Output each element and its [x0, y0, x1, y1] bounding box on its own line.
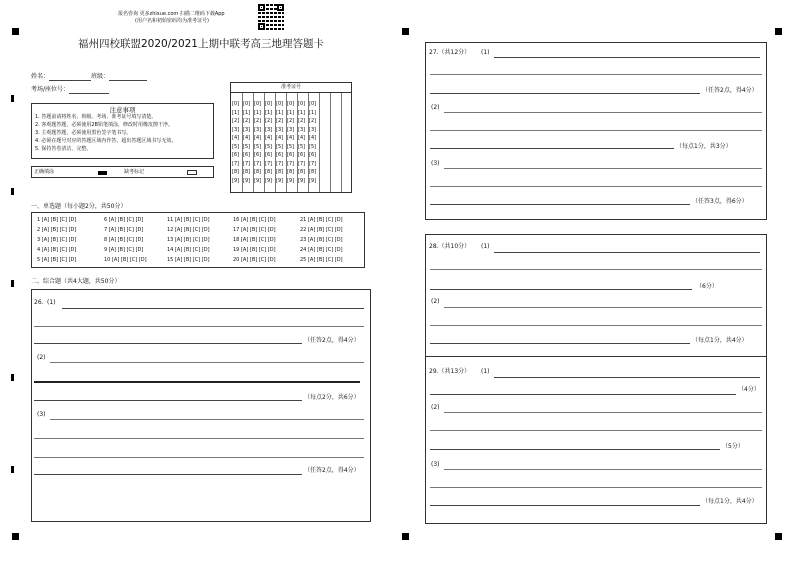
room-field[interactable]: 考场/座位号： [31, 86, 109, 94]
id-bubble[interactable]: [5] [254, 143, 262, 150]
id-bubble[interactable]: [1] [276, 109, 284, 116]
id-bubble[interactable]: [8] [298, 169, 306, 175]
mc-question[interactable]: 1 [A] [B] [C] [D] [37, 217, 77, 223]
id-bubble[interactable]: [2] [254, 118, 262, 124]
mc-question[interactable]: 7 [A] [B] [C] [D] [104, 227, 144, 233]
mc-heading: 一、单选题（每小题2分，共50分） [31, 203, 127, 210]
id-bubble[interactable]: [3] [287, 126, 295, 133]
note-item: 5. 保持答卷清洁、完整。 [35, 146, 92, 152]
id-bubble[interactable]: [1] [232, 109, 240, 116]
id-bubble[interactable]: [7] [287, 160, 295, 167]
q27-answer-box[interactable] [425, 42, 767, 220]
mc-question[interactable]: 15 [A] [B] [C] [D] [167, 257, 210, 263]
id-bubble[interactable]: [2] [243, 118, 251, 124]
timing-mark [11, 280, 14, 287]
mc-question[interactable]: 12 [A] [B] [C] [D] [167, 227, 210, 233]
mc-question[interactable]: 6 [A] [B] [C] [D] [104, 217, 144, 223]
id-bubble[interactable]: [0] [254, 101, 262, 107]
mc-question[interactable]: 20 [A] [B] [C] [D] [233, 257, 276, 263]
q27-part3-label: (3) [431, 160, 440, 167]
id-bubble[interactable]: [6] [265, 152, 273, 158]
mc-question[interactable]: 3 [A] [B] [C] [D] [37, 237, 77, 243]
q26-part2-score: （每点2分，共6分） [304, 394, 360, 401]
id-bubble[interactable]: [8] [309, 169, 317, 175]
mc-question[interactable]: 22 [A] [B] [C] [D] [300, 227, 343, 233]
q29-part3-label: (3) [431, 461, 440, 468]
id-bubble[interactable]: [9] [309, 177, 317, 184]
id-bubble[interactable]: [9] [232, 177, 240, 184]
mc-question[interactable]: 21 [A] [B] [C] [D] [300, 217, 343, 223]
id-bubble[interactable]: [3] [276, 126, 284, 133]
section-divider [426, 356, 766, 357]
registration-mark [775, 533, 782, 540]
q27-part1-label: (1) [481, 49, 490, 56]
id-bubble[interactable]: [0] [298, 101, 306, 107]
id-bubble[interactable]: [3] [232, 126, 240, 133]
q26-part3-label: (3) [37, 411, 46, 418]
id-bubble[interactable]: [8] [287, 169, 295, 175]
note-item: 4. 必须在题号对应的答题区域内作答，超出答题区域书写无效。 [35, 138, 177, 144]
mc-question[interactable]: 11 [A] [B] [C] [D] [167, 217, 210, 223]
id-bubble[interactable]: [6] [276, 152, 284, 158]
id-bubble[interactable]: [7] [276, 160, 284, 167]
id-bubble[interactable]: [1] [265, 109, 273, 116]
id-bubble[interactable]: [9] [243, 177, 251, 184]
registration-mark [402, 28, 409, 35]
mc-question[interactable]: 25 [A] [B] [C] [D] [300, 257, 343, 263]
mc-question[interactable]: 5 [A] [B] [C] [D] [37, 257, 77, 263]
mc-question[interactable]: 4 [A] [B] [C] [D] [37, 247, 77, 253]
q27-part2-label: (2) [431, 104, 440, 111]
fill-legend [31, 166, 214, 178]
id-bubble[interactable]: [6] [243, 152, 251, 158]
mc-question[interactable]: 14 [A] [B] [C] [D] [167, 247, 210, 253]
q26-part3-score: （任答2点，得4分） [304, 467, 360, 474]
timing-mark [11, 95, 14, 102]
id-bubble[interactable]: [2] [309, 118, 317, 124]
q28-part1-label: (1) [481, 243, 490, 250]
id-bubble[interactable]: [4] [254, 135, 262, 141]
id-bubble[interactable]: [8] [265, 169, 273, 175]
q29-part2-score: （5分） [722, 443, 744, 450]
qr-code-icon [258, 4, 284, 30]
id-bubble[interactable]: [9] [254, 177, 262, 184]
id-bubble[interactable]: [5] [243, 143, 251, 150]
q29-part3-score: （每点1分，共4分） [702, 498, 758, 505]
q27-part2-score: （每点1分，共3分） [676, 143, 732, 150]
id-bubble[interactable]: [3] [309, 126, 317, 133]
id-bubble[interactable]: [0] [243, 101, 251, 107]
mc-question[interactable]: 8 [A] [B] [C] [D] [104, 237, 144, 243]
id-bubble[interactable]: [9] [265, 177, 273, 184]
note-item: 3. 主观题答题，必须使用黑色签字笔书写。 [35, 130, 132, 136]
q29-part1-score: （4分） [738, 386, 760, 393]
id-bubble[interactable]: [9] [276, 177, 284, 184]
id-bubble[interactable]: [4] [243, 135, 251, 141]
id-bubble[interactable]: [0] [265, 101, 273, 107]
id-bubble[interactable]: [8] [254, 169, 262, 175]
id-bubble[interactable]: [4] [287, 135, 295, 141]
id-bubble[interactable]: [5] [298, 143, 306, 150]
mc-question[interactable]: 2 [A] [B] [C] [D] [37, 227, 77, 233]
id-bubble[interactable]: [1] [254, 109, 262, 116]
id-bubble[interactable]: [8] [243, 169, 251, 175]
mc-question[interactable]: 13 [A] [B] [C] [D] [167, 237, 210, 243]
q29-part1-label: (1) [481, 368, 490, 375]
id-bubble[interactable]: [1] [309, 109, 317, 116]
id-bubble[interactable]: [4] [298, 135, 306, 141]
id-bubble[interactable]: [6] [298, 152, 306, 158]
id-bubble[interactable]: [8] [232, 169, 240, 175]
id-bubble[interactable]: [2] [276, 118, 284, 124]
q26-part2-label: (2) [37, 354, 46, 361]
id-bubble[interactable]: [5] [309, 143, 317, 150]
q28-part2-label: (2) [431, 298, 440, 305]
id-bubble[interactable]: [2] [287, 118, 295, 124]
mc-question[interactable]: 17 [A] [B] [C] [D] [233, 227, 276, 233]
note-item: 1. 答题前请将姓名、班级、考场、准考证号填写清楚。 [35, 114, 157, 120]
id-bubble[interactable]: [3] [254, 126, 262, 133]
registration-mark [12, 28, 19, 35]
q26-number: 26. [34, 299, 44, 306]
registration-mark [775, 28, 782, 35]
comp-heading: 二、综合题（共4大题，共50分） [31, 278, 121, 285]
id-bubble[interactable]: [7] [265, 160, 273, 167]
q27-part3-score: （任答3点，得6分） [692, 198, 748, 205]
id-bubble[interactable]: [5] [276, 143, 284, 150]
mc-answer-box[interactable] [31, 212, 365, 268]
id-bubble[interactable]: [3] [298, 126, 306, 133]
id-bubble[interactable]: [1] [298, 109, 306, 116]
exam-id-grid[interactable] [230, 82, 352, 193]
id-bubble[interactable]: [4] [232, 135, 240, 141]
id-bubble[interactable]: [4] [276, 135, 284, 141]
q29-part2-label: (2) [431, 404, 440, 411]
notes-title: 注意事项 [109, 106, 136, 114]
q26-answer-box[interactable] [31, 289, 371, 522]
id-bubble[interactable]: [0] [232, 101, 240, 107]
note-item: 2. 客观题答题，必须使用2B铅笔填涂，修改时用橡皮擦干净。 [35, 122, 173, 128]
q27-number: 27.（共12分） [429, 49, 471, 56]
mc-question[interactable]: 24 [A] [B] [C] [D] [300, 247, 343, 253]
id-bubble[interactable]: [8] [276, 169, 284, 175]
mc-question[interactable]: 10 [A] [B] [C] [D] [104, 257, 147, 263]
id-bubble[interactable]: [6] [232, 152, 240, 158]
mc-question[interactable]: 18 [A] [B] [C] [D] [233, 237, 276, 243]
legend-missing: 缺考标记 [124, 169, 145, 175]
id-bubble[interactable]: [3] [265, 126, 273, 133]
q28-29-answer-box[interactable] [425, 234, 767, 524]
id-bubble[interactable]: [5] [287, 143, 295, 150]
mc-question[interactable]: 9 [A] [B] [C] [D] [104, 247, 144, 253]
mc-question[interactable]: 23 [A] [B] [C] [D] [300, 237, 343, 243]
id-bubble[interactable]: [4] [309, 135, 317, 141]
id-bubble[interactable]: [7] [298, 160, 306, 167]
absent-box[interactable] [187, 170, 197, 175]
id-bubble[interactable]: [0] [276, 101, 284, 107]
id-bubble[interactable]: [0] [309, 101, 317, 107]
id-bubble[interactable]: [3] [243, 126, 251, 133]
registration-mark [402, 533, 409, 540]
q26-part1-score: （任答2点，得4分） [304, 337, 360, 344]
id-bubble[interactable]: [9] [287, 177, 295, 184]
id-bubble[interactable]: [5] [232, 143, 240, 150]
id-bubble[interactable]: [2] [298, 118, 306, 124]
id-grid-title: 准考证号 [280, 84, 301, 90]
id-bubble[interactable]: [9] [298, 177, 306, 184]
id-bubble[interactable]: [6] [254, 152, 262, 158]
id-bubble[interactable]: [1] [287, 109, 295, 116]
filled-bubble-icon [98, 171, 107, 175]
id-bubble[interactable]: [5] [265, 143, 273, 150]
id-bubble[interactable]: [0] [287, 101, 295, 107]
q28-number: 28.（共10分） [429, 243, 471, 250]
id-bubble[interactable]: [7] [309, 160, 317, 167]
id-bubble[interactable]: [6] [287, 152, 295, 158]
q29-number: 29.（共13分） [429, 368, 471, 375]
id-bubble[interactable]: [7] [254, 160, 262, 167]
timing-mark [11, 188, 14, 195]
id-bubble[interactable]: [6] [309, 152, 317, 158]
q28-part1-score: （6分） [696, 283, 718, 290]
scan-note: 报名咨询 更多zhixue.com 扫描二维码下载App [118, 11, 225, 17]
id-bubble[interactable]: [4] [265, 135, 273, 141]
name-field[interactable]: 姓名： 班级： [31, 73, 147, 81]
mc-question[interactable]: 16 [A] [B] [C] [D] [233, 217, 276, 223]
q27-part1-score: （任答2点，得4分） [702, 87, 758, 94]
id-bubble[interactable]: [2] [232, 118, 240, 124]
id-bubble[interactable]: [7] [243, 160, 251, 167]
timing-mark [11, 374, 14, 381]
q26-part1-label: (1) [47, 299, 56, 306]
id-bubble[interactable]: [2] [265, 118, 273, 124]
id-bubble[interactable]: [7] [232, 160, 240, 167]
page-title: 福州四校联盟2020/2021上期中联考高三地理答题卡 [78, 38, 324, 50]
scan-note-sub: (用户名和初始密码均为准考证号) [135, 18, 209, 24]
notes-box [31, 103, 214, 159]
id-bubble[interactable]: [1] [243, 109, 251, 116]
registration-mark [12, 533, 19, 540]
mc-question[interactable]: 19 [A] [B] [C] [D] [233, 247, 276, 253]
timing-mark [11, 466, 14, 473]
legend-correct: 正确填涂 [34, 169, 55, 175]
q28-part2-score: （每点1分，共4分） [692, 337, 748, 344]
